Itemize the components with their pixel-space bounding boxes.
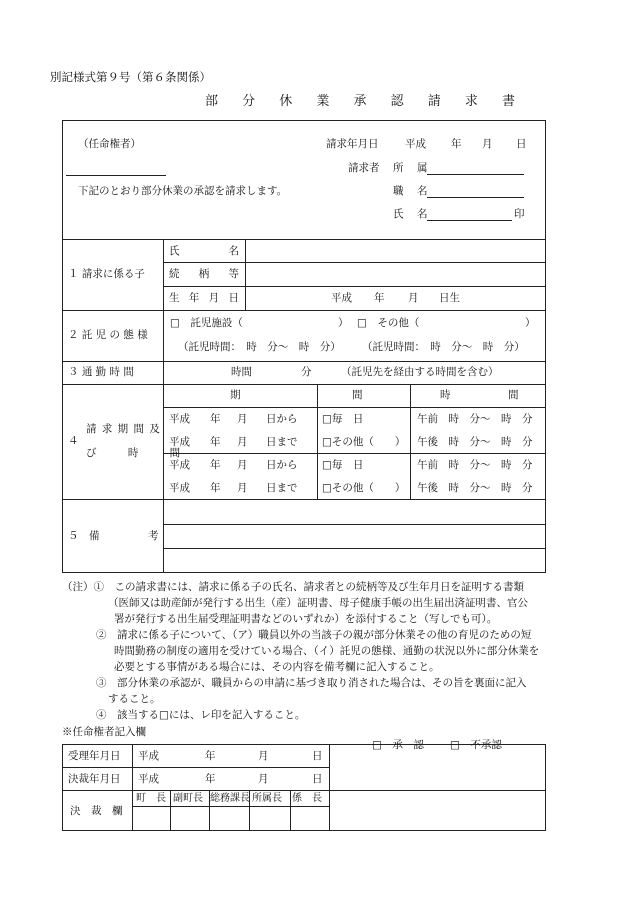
note-line: ④ 該当する□には、レ印を記入すること。 [96,709,306,721]
section4-label-line2: び 時 間 [86,447,195,459]
post-label-1: 職 [393,185,404,197]
received-date-era: 平成 [138,750,159,762]
decided-date-month: 月 [258,773,269,785]
daycare-other-close: ） [525,317,536,329]
birth-year: 年 [374,292,385,304]
daycare-other-checkbox[interactable]: □ その他（ [357,317,420,329]
request-date-era: 平成 [405,138,426,150]
period-row-era: 平成 [169,413,190,425]
section1-label: １ 請求に係る子 [68,268,145,280]
frequency-other-checkbox[interactable]: □その他（ ） [322,436,406,448]
disapprove-checkbox[interactable]: □ 不承認 [450,739,502,751]
frequency-daily-checkbox[interactable]: □毎 日 [322,413,364,425]
period-row-month: 月 [237,459,248,471]
note-line: 署が発行する出生届受理証明書などのいずれか）を添付すること（写しでも可）。 [114,613,498,625]
form-number: 別記様式第９号（第６条関係） [50,70,211,84]
frequency-daily-checkbox[interactable]: □毎 日 [322,459,364,471]
period-row-era: 平成 [169,459,190,471]
approve-checkbox[interactable]: □ 承 認 [372,739,424,751]
received-date-year: 年 [205,750,216,762]
period-row-month: 月 [237,482,248,494]
birth-day: 日生 [439,292,460,304]
decided-date-year: 年 [205,773,216,785]
child-relation-label: 続 柄 等 [169,268,239,280]
note-line: （注）① この請求書には、請求に係る子の氏名、請求者との続柄等及び生年月日を証明する書類 [62,581,524,593]
note-line: ② 請求に係る子について、（ア）職員以外の当該子の親が部分休業その他の育児のための短 [96,629,532,641]
decided-date-day: 日 [312,773,323,785]
request-date-month: 月 [482,138,493,150]
note-line: ③ 部分休業の承認が、職員からの申請に基づき取り消された場合は、その旨を裏面に記入 [96,677,527,689]
period-row-month: 月 [237,413,248,425]
time-row-pm: 午後 時 分～ 時 分 [417,436,533,448]
period-row-year: 年 [210,482,221,494]
request-date-day: 日 [516,138,527,150]
time-header-1: 時 [440,389,451,401]
approver-mayor: 町 長 [136,793,166,804]
period-row-era: 平成 [169,482,190,494]
time-row-am: 午前 時 分～ 時 分 [417,459,533,471]
section2-label: ２ 託 児 の 態 様 [68,329,148,341]
decision-label: 決 裁 欄 [70,805,123,817]
dept-line [427,174,524,175]
name-label-1: 氏 [393,208,404,220]
dept-label-2: 属 [417,162,428,174]
appointer-section-title: ※任命権者記入欄 [62,726,146,738]
child-birth-label: 生 年 月 日 [169,292,239,304]
birth-era: 平成 [331,292,352,304]
period-row-year: 年 [210,413,221,425]
period-header-1: 期 [230,389,241,401]
time-header-2: 間 [508,389,519,401]
birth-month: 月 [408,292,419,304]
section5-label-2: 考 [148,530,159,542]
page-title: 部 分 休 業 承 認 請 求 書 [205,94,526,109]
frequency-other-checkbox[interactable]: □その他（ ） [322,482,406,494]
approver-deputy-mayor: 副町長 [173,793,203,804]
appointer-label: （任命権者） [78,138,141,150]
post-line [427,197,524,198]
period-row-from: 日から [266,459,298,471]
appointer-name-line [66,175,166,176]
received-date-label: 受理年月日 [68,750,121,762]
approver-section-head: 係 長 [292,793,322,804]
daycare-facility-close: ） [338,317,349,329]
commute-hours: 時間 [231,366,252,378]
commute-note: （託児先を経由する時間を含む） [341,366,499,378]
facility-hours: （託児時間： 時 分～ 時 分） [178,341,341,353]
period-row-year: 年 [210,459,221,471]
section4-label-line1: 請 求 期 間 及 [86,423,161,435]
note-line: 必要とする事情がある場合には、その内容を備考欄に記入すること。 [114,661,440,673]
request-date-year: 年 [451,138,462,150]
other-hours: （託児時間： 時 分～ 時 分） [362,341,525,353]
seal-mark: 印 [514,208,525,220]
period-header-2: 間 [352,389,363,401]
section3-label: ３ 通 勤 時 間 [68,366,134,378]
time-row-am: 午前 時 分～ 時 分 [417,413,533,425]
received-date-month: 月 [258,750,269,762]
section4-number: ４ [68,435,79,447]
decided-date-era: 平成 [138,773,159,785]
request-date-label: 請求年月日 [326,138,379,150]
period-row-month: 月 [237,436,248,448]
period-row-until: 日まで [266,482,298,494]
period-row-year: 年 [210,436,221,448]
note-line: （医師又は助産師が発行する出生（産）証明書、母子健康手帳の出生届出済証明書、官公 [108,597,528,609]
period-row-era: 平成 [169,436,190,448]
decided-date-label: 決裁年月日 [68,773,121,785]
received-date-day: 日 [312,750,323,762]
commute-minutes: 分 [301,366,312,378]
name-label-2: 名 [417,208,428,220]
approver-dept-head: 所属長 [252,793,282,804]
note-line: 時間勤務の制度の適用を受けている場合、（イ）託児の態様、通勤の状況以外に部分休業を [114,645,540,657]
section5-label: 備 [89,530,100,542]
section5-number: ５ [68,530,79,542]
period-row-until: 日まで [266,436,298,448]
post-label-2: 名 [417,185,428,197]
approver-general-affairs: 総務課長 [210,793,250,804]
child-name-label: 氏 名 [169,245,239,257]
dept-label-1: 所 [393,162,404,174]
name-line [427,220,512,221]
requester-label: 請求者 [348,162,380,174]
appointer-table [62,744,546,831]
daycare-facility-checkbox[interactable]: □ 託児施設（ [170,317,243,329]
note-line: すること。 [108,693,161,705]
period-row-from: 日から [266,413,298,425]
request-body-text: 下記のとおり部分休業の承認を請求します。 [78,185,288,197]
time-row-pm: 午後 時 分～ 時 分 [417,482,533,494]
